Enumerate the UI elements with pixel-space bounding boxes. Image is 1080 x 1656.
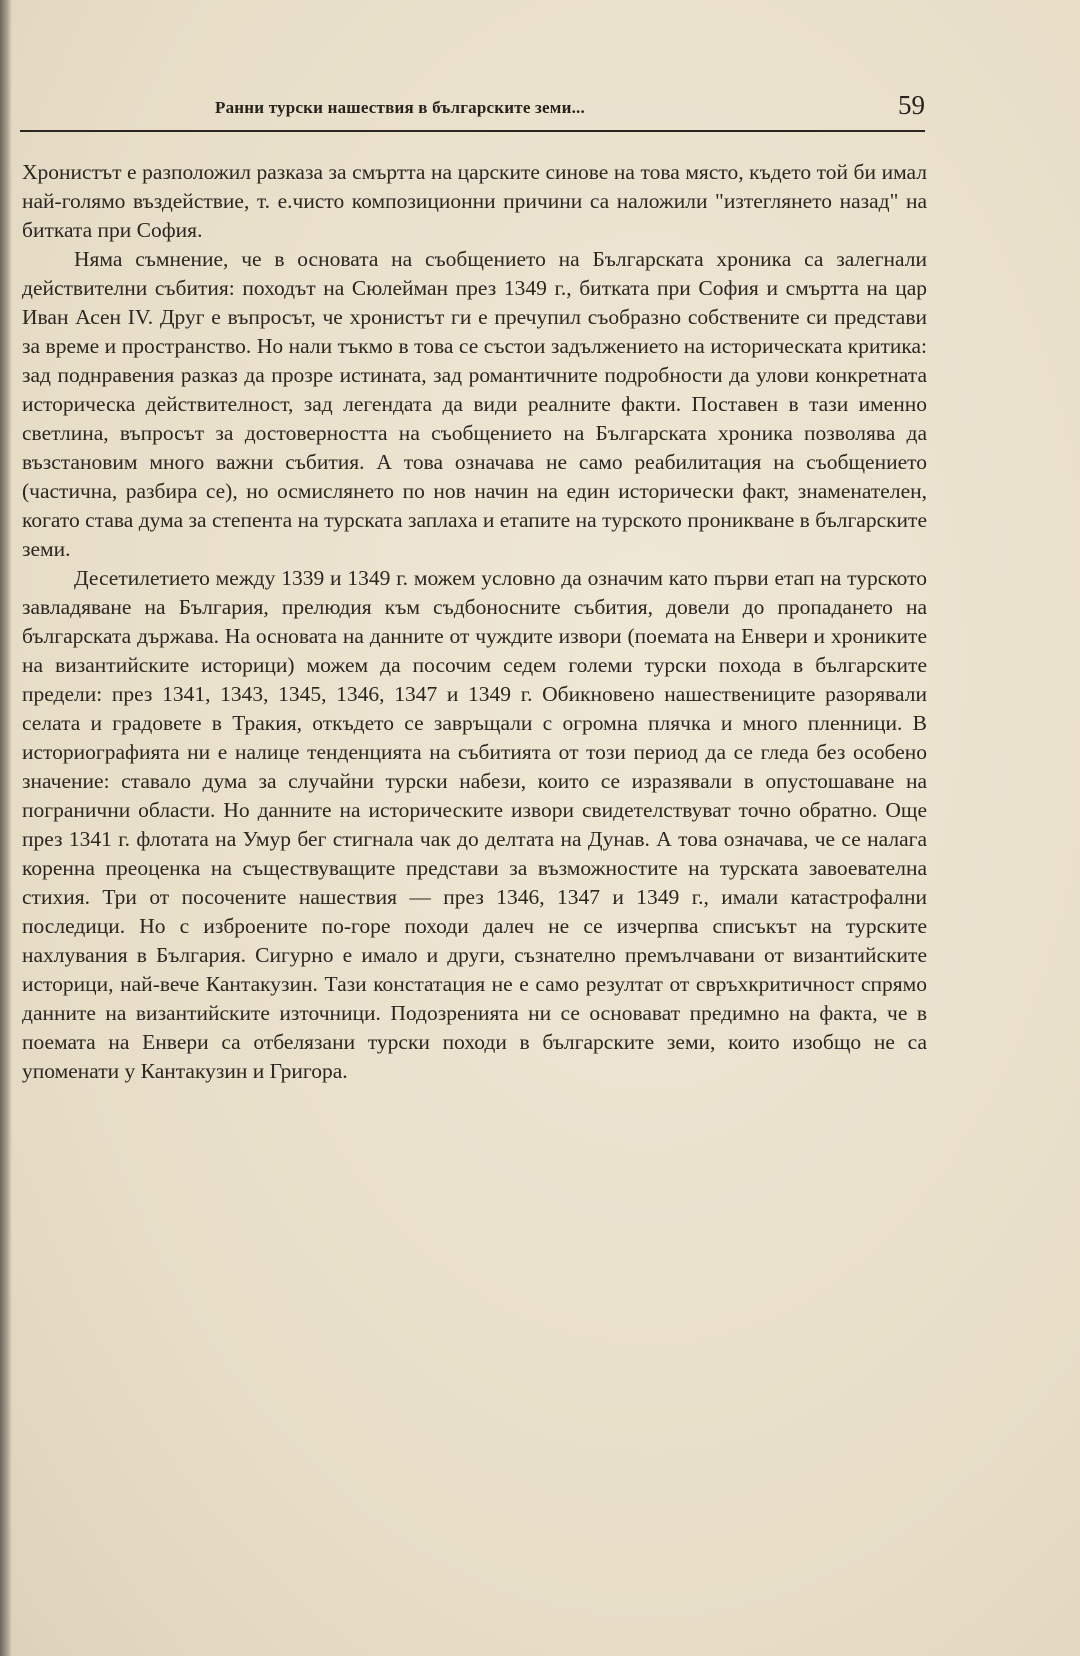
running-title: Ранни турски нашествия в българските земи... [215, 98, 585, 117]
page-number: 59 [898, 90, 925, 120]
paragraph-3: Десетилетието между 1339 и 1349 г. можем условно да означим като първи етап на турското завладяване на България, прелюдия към съдбоносните събития, довели до пропадането на българската държава. На основата на данните от чуждите извори (поемата на Енвери и хрониките на византийските историци) можем да посочим седем големи турски похода в българските предели: през 1341, 1343, 1345, 1346, 1347 и 1349 г. Обикновено нашествениците разорявали селата и градовете в Тракия, откъдето се завръщали с огромна плячка и много пленници. В историографията ни е налице тенденцията на събитията от този период да се гледа без особено значение: ставало дума за случайни турски набези, които се изразявали в опустошаване на погранични области. Но данните на историческите извори свидетелствуват точно обратно. Още през 1341 г. флотата на Умур бег стигнала чак до делтата на Дунав. А това означава, че се налага коренна преоценка на съществуващите представи за възможностите на турската завоевателна стихия. Три от посочените нашествия — през 1346, 1347 и 1349 г., имали катастрофални последици. Но с изброените по-горе походи далеч не се изчерпва списъкът на турските нахлувания в България. Сигурно е имало и други, съзнателно премълчавани от византийските историци, най-вече Кантакузин. Тази констатация не е само резултат от свръхкритичност спрямо данните на византийските източници. Подозренията ни се основават предимно на факта, че в поемата на Енвери са отбелязани турски походи в българските земи, които изобщо не са упоменати у Кантакузин и Григора. [22, 566, 927, 1083]
paragraph-2: Няма съмнение, че в основата на съобщението на Българската хроника са залегнали действителни събития: походът на Сюлейман през 1349 г., битката при София и смъртта на цар Иван Асен IV. Друг е въпросът, че хронистът ги е пречупил съобразно собствените си представи за време и пространство. Но нали тъкмо в това се състои задължението на историческата критика: зад поднравения разказ да прозре истината, зад романтичните подробности да улови конкретната историческа действителност, зад легендата да види реалните факти. Поставен в тази именно светлина, въпросът за достоверността на съобщението на Българската хроника позволява да възстановим много важни събития. А това означава не само реабилитация на съобщението (частична, разбира се), но осмислянето по нов начин на един исторически факт, знаменателен, когато става дума за степента на турската заплаха и етапите на турското проникване в българските земи. [22, 247, 927, 561]
running-header [20, 90, 925, 132]
book-binding-shadow [0, 0, 12, 1656]
body-text [22, 158, 927, 1086]
paragraph-1: Хронистът е разположил разказа за смъртта на царските синове на това място, където той би имал най-голямо въздействие, т. е.чисто композиционни причини са наложили "изтеглянето назад" на битката при София. [22, 160, 927, 242]
